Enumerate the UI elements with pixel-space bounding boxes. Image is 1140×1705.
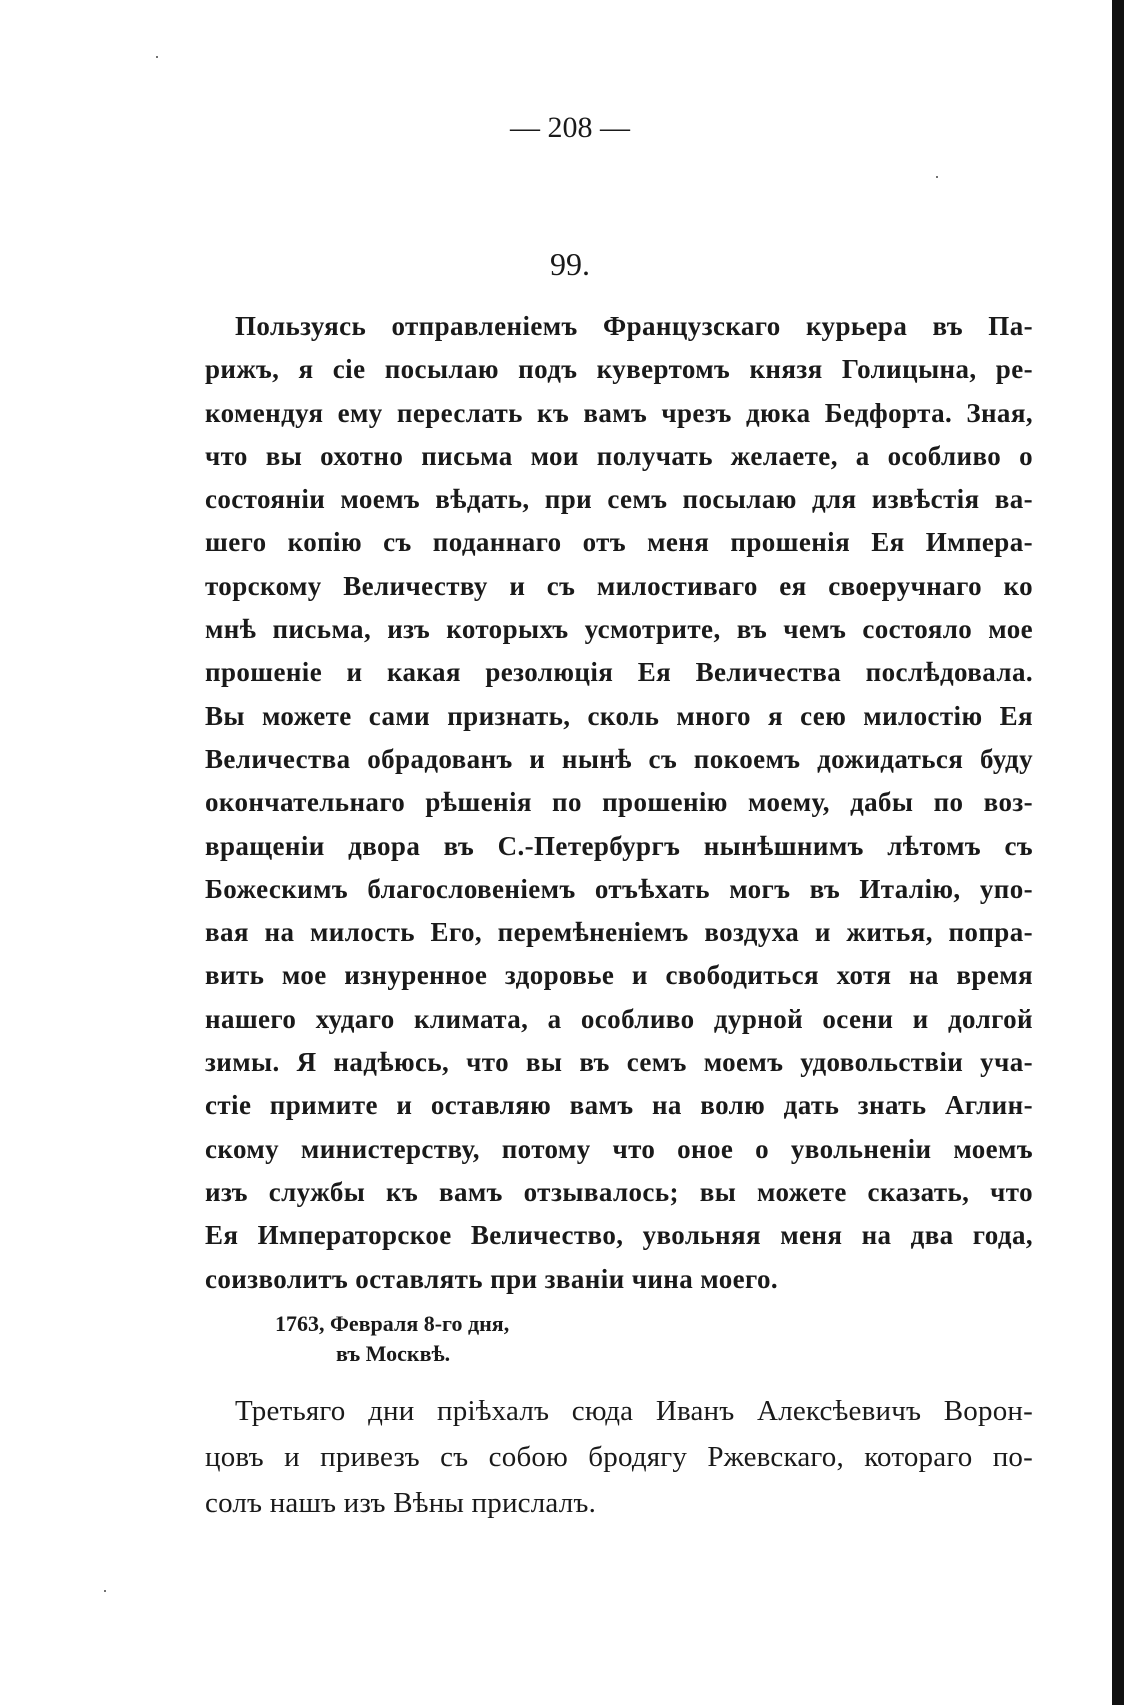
letter-line: стіе примите и оставляю вамъ на волю дать знать Аглин-: [205, 1090, 1033, 1121]
letter-line: скому министерству, потому что оное о увольненіи моемъ: [205, 1133, 1033, 1164]
letter-line: Пользуясь отправленіемъ Французскаго курьера въ Па-: [235, 311, 1033, 341]
scan-speck: [104, 1590, 106, 1592]
letter-line: изъ службы къ вамъ отзывалось; вы можете сказать, что: [205, 1176, 1033, 1207]
letter-number: 99.: [550, 246, 590, 282]
scan-speck: [936, 176, 938, 178]
letter-line: Ея Императорское Величество, увольняя меня на два года,: [205, 1220, 1033, 1251]
letter-line: нашего худаго климата, а особливо дурной осени и долгой: [205, 1003, 1033, 1034]
page-number: — 208 —: [510, 111, 630, 144]
letter-line: комендуя ему переслать къ вамъ чрезъ дюка Бедфорта. Зная,: [205, 397, 1033, 428]
next-letter-line: солъ нашъ изъ Вѣны прислалъ.: [205, 1487, 597, 1519]
letter-line: Величества обрадованъ и нынѣ съ покоемъ дожидаться буду: [205, 743, 1033, 774]
letter-line: зимы. Я надѣюсь, что вы въ семъ моемъ удовольствіи уча-: [205, 1047, 1033, 1078]
letter-line: торскому Величеству и съ милостиваго ея своеручнаго ко: [205, 570, 1033, 601]
next-letter-line: цовъ и привезъ съ собою бродягу Ржевскаго, котораго по-: [205, 1441, 1033, 1473]
letter-line: прошеніе и какая резолюція Ея Величества послѣдовала.: [205, 657, 1033, 688]
letter-line: окончательнаго рѣшенія по прошенію моему, дабы по воз-: [205, 787, 1033, 818]
letter-line: Божескимъ благословеніемъ отъѣхать могъ въ Италію, упо-: [205, 873, 1033, 904]
letter-place: въ Москвѣ.: [336, 1341, 451, 1366]
letter-line: вая на милость Его, перемѣненіемъ воздуха и житья, попра-: [205, 917, 1033, 948]
letter-line: вращеніи двора въ С.-Петербургъ нынѣшнимъ лѣтомъ съ: [205, 830, 1033, 861]
letter-line: вить мое изнуренное здоровье и свободиться хотя на время: [205, 960, 1033, 991]
letter-line: рижъ, я сіе посылаю подъ кувертомъ князя Голицына, ре-: [205, 354, 1033, 385]
letter-line: шего копію съ поданнаго отъ меня прошенія Ея Импера-: [205, 527, 1033, 558]
letter-date: 1763, Февраля 8-го дня,: [275, 1311, 510, 1336]
next-letter-body: [205, 1388, 1033, 1526]
letter-line: мнѣ письма, изъ которыхъ усмотрите, въ чемъ состояло мое: [205, 614, 1033, 645]
next-letter-line: Третьяго дни пріѣхалъ сюда Иванъ Алексѣевичъ Ворон-: [235, 1395, 1033, 1427]
letter-line: что вы охотно письма мои получать желаете, а особливо о: [205, 440, 1033, 471]
letter-line: соизволитъ оставлять при званіи чина моего.: [205, 1263, 779, 1294]
letter-line: состояніи моемъ вѣдать, при семъ посылаю для извѣстія ва-: [205, 484, 1033, 515]
scan-speck: [156, 56, 158, 58]
letter-line: Вы можете сами признать, сколь много я сею милостію Ея: [205, 700, 1033, 731]
letter-body: [205, 305, 1033, 1301]
